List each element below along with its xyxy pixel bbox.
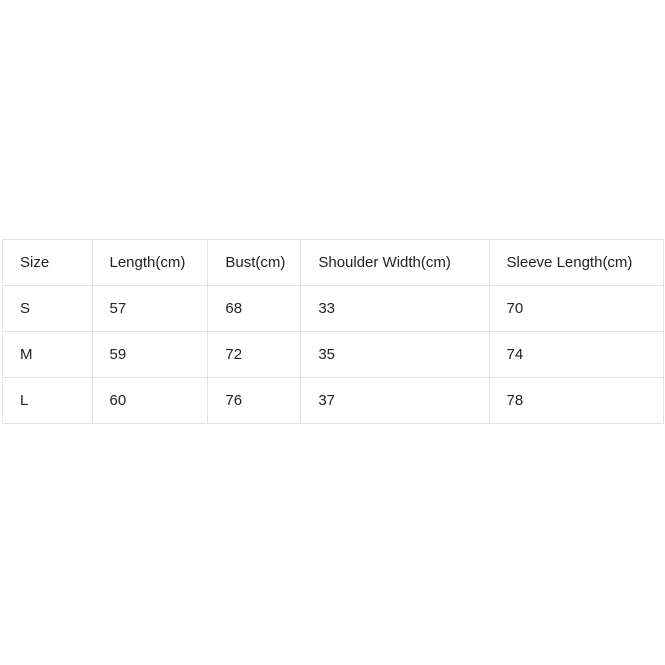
header-sleeve-length: Sleeve Length(cm) — [489, 240, 663, 286]
cell-shoulder-width: 33 — [301, 286, 489, 332]
cell-bust: 68 — [208, 286, 301, 332]
header-length: Length(cm) — [92, 240, 208, 286]
cell-length: 57 — [92, 286, 208, 332]
cell-bust: 72 — [208, 332, 301, 378]
header-bust: Bust(cm) — [208, 240, 301, 286]
table-row — [3, 286, 664, 332]
table-row — [3, 378, 664, 424]
cell-shoulder-width: 35 — [301, 332, 489, 378]
cell-shoulder-width: 37 — [301, 378, 489, 424]
cell-size: M — [3, 332, 93, 378]
cell-sleeve-length: 78 — [489, 378, 663, 424]
cell-sleeve-length: 70 — [489, 286, 663, 332]
cell-bust: 76 — [208, 378, 301, 424]
cell-sleeve-length: 74 — [489, 332, 663, 378]
cell-size: S — [3, 286, 93, 332]
header-shoulder-width: Shoulder Width(cm) — [301, 240, 489, 286]
cell-length: 60 — [92, 378, 208, 424]
cell-length: 59 — [92, 332, 208, 378]
size-chart-table — [2, 239, 664, 424]
cell-size: L — [3, 378, 93, 424]
header-size: Size — [3, 240, 93, 286]
table-row — [3, 332, 664, 378]
table-header-row — [3, 240, 664, 286]
